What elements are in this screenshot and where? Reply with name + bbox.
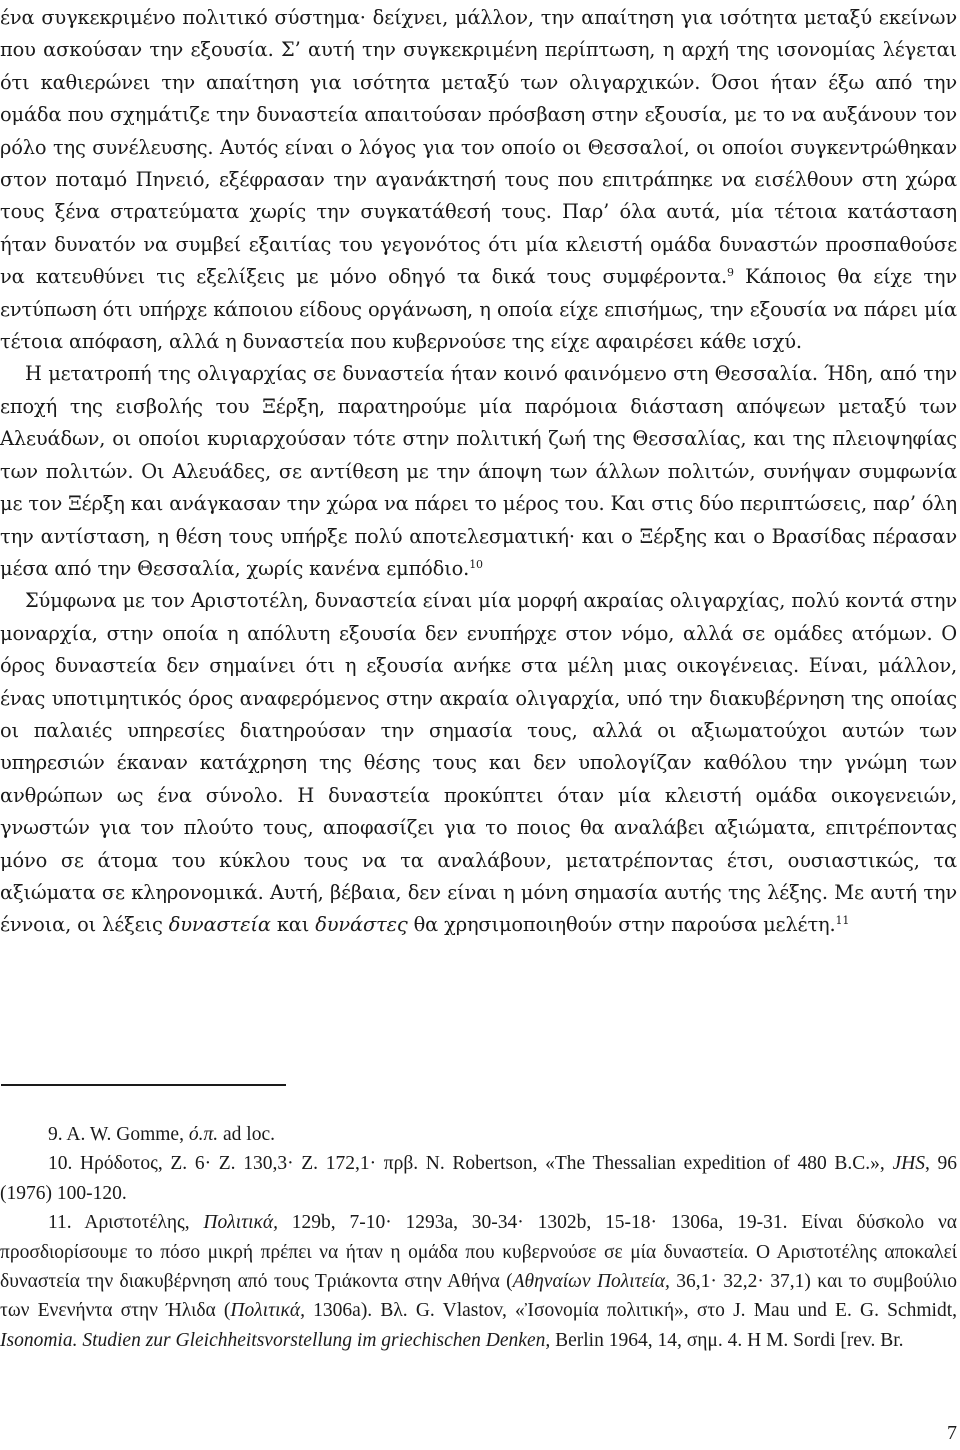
italic-term: Πολιτικά,	[203, 1212, 278, 1234]
footnote-text: ad loc.	[218, 1124, 275, 1145]
paragraph-text: και	[270, 913, 316, 937]
footnote-11	[0, 1208, 957, 1355]
main-text	[0, 2, 957, 942]
page-number: 7	[947, 1422, 957, 1444]
italic-term: δυναστεία	[168, 913, 271, 937]
paragraph-3	[0, 585, 957, 941]
paragraph-text: Η μετατροπή της ολιγαρχίας σε δυναστεία ήταν κοινό φαινόμενο στη Θεσσαλία. Ήδη, από την εποχή της εισβολής του Ξέρξη, παρατηρούμε μία παρόμοια διάσταση απόψεων μεταξύ των Αλευάδων, οι οποίοι κυριαρχούσαν τότε στην πολιτική ζωή της Θεσσαλίας, και της πλειοψηφίας των πολιτών. Οι Αλευάδες, σε αντίθεση με την άποψη των άλλων πολιτών, συνήψαν συμφωνία με τον Ξέρξη και ανάγκασαν την χώρα να πάρει το μέρος του. Και στις δύο περιπτώσεις, παρ’ όλη την αντίσταση, η θέση τους υπήρξε πολύ αποτελεσματική· και ο Ξέρξης και ο Βρασίδας πέρασαν μέσα από την Θεσσαλία, χωρίς κανένα εμπόδιο.	[0, 362, 957, 580]
footnote-text: 9. A. W. Gomme,	[48, 1124, 189, 1145]
footnote-text: 129b, 7-10· 1293a, 30-34· 1302b, 15-18· 1306a, 19-31. Είναι δύσκολο να προσδιορίσουμε το πόσο μικρή πρέπει να ήταν η ομάδα που κυβερνούσε σε μία δυναστεία. Ο Αριστοτέλης αποκαλεί δυναστεία την διακυβέρνηση από τους Τριάκοντα στην Αθήνα (	[0, 1212, 957, 1293]
footnote-10	[0, 1149, 957, 1208]
footnote-ref-11[interactable]: 11	[835, 914, 850, 928]
italic-term: Πολιτικά,	[230, 1300, 305, 1322]
paragraph-1	[0, 2, 957, 358]
italic-term: Αθηναίων Πολιτεία,	[512, 1271, 670, 1293]
footnote-ref-10[interactable]: 10	[469, 557, 483, 571]
footnotes	[0, 1120, 957, 1355]
italic-term: JHS	[892, 1153, 925, 1175]
footnote-text: 10. Ηρόδοτος, Ζ. 6· Ζ. 130,3· Ζ. 172,1· πρβ. N. Robertson, «The Thessalian expedition of 480 B.C.»,	[48, 1153, 893, 1175]
italic-term: Isonomia. Studien zur Gleichheitsvorstellung im griechischen Denken,	[0, 1329, 551, 1351]
paragraph-2	[0, 358, 957, 585]
footnote-text: 1306a). Βλ. G. Vlastov, «Ἰσονομία πολιτική», στο J. Mau und E. G. Schmidt,	[305, 1300, 957, 1322]
paragraph-text: Κάποιος θα είχε την εντύπωση ότι υπήρχε κάποιου είδους οργάνωση, η οποία είχε επισήμως, την εξουσία να πάρει μία τέτοια απόφαση, αλλά η δυναστεία που κυβερνούσε της είχε αφαιρέσει κάθε ισχύ.	[0, 265, 958, 354]
footnote-separator	[1, 1084, 286, 1086]
footnote-9	[0, 1120, 957, 1149]
footnote-text: , 96 (1976) 100-120.	[0, 1153, 957, 1204]
footnote-text: Berlin 1964, 14, σημ. 4. Η M. Sordi [rev. Br.	[550, 1329, 904, 1351]
paragraph-text: ένα συγκεκριμένο πολιτικό σύστημα· δείχνει, μάλλον, την απαίτηση για ισότητα μεταξύ εκείνων που ασκούσαν την εξουσία. Σ’ αυτή την συγκεκριμένη περίπτωση, η αρχή της ισονομίας λέγεται ότι καθιερώνει την απαίτηση για ισότητα μεταξύ των ολιγαρχικών. Όσοι ήταν έξω από την ομάδα που σχημάτιζε την δυναστεία απαιτούσαν πρόσβαση στην εξουσία, με το να αυξάνουν τον ρόλο της συνέλευσης. Αυτός είναι ο λόγος για τον οποίο οι Θεσσαλοί, οι οποίοι συγκεντρώθηκαν στον ποταμό Πηνειό, εξέφρασαν την αγανάκτησή τους που επιτράπηκε να εισέλθουν στη χώρα τους ξένα στρατεύματα χωρίς την συγκατάθεσή τους. Παρ’ όλα αυτά, μία τέτοια κατάσταση ήταν δυνατόν να συμβεί εξαιτίας του γεγονότος ότι μία κλειστή ομάδα δυναστών προσπαθούσε να κατευθύνει τις εξελίξεις με μόνο οδηγό τα δικά τους συμφέροντα.	[0, 6, 957, 289]
italic-term: ό.π.	[188, 1124, 219, 1145]
footnote-text: 11. Αριστοτέλης,	[48, 1212, 204, 1234]
paragraph-text: Σύμφωνα με τον Αριστοτέλη, δυναστεία είναι μία μορφή ακραίας ολιγαρχίας, πολύ κοντά στην μοναρχία, στην οποία η απόλυτη εξουσία δεν ενυπήρχε στον νόμο, αλλά σε ομάδες ατόμων. Ο όρος δυναστεία δεν σημαίνει ότι η εξουσία ανήκε στα μέλη μιας οικογένειας. Είναι, μάλλον, ένας υποτιμητικός όρος αναφερόμενος στην ακραία ολιγαρχία, υπό την διακυβέρνηση της οποίας οι παλαιές υπηρεσίες διατηρούσαν την σημασία τους, αλλά οι αξιωματούχοι αυτών των υπηρεσιών έκαναν κατάχρηση της θέσης τους και δεν υπολογίζαν καθόλου την γνώμη των ανθρώπων ως ένα σύνολο. Η δυναστεία προκύπτει όταν μία κλειστή ομάδα οικογενειών, γνωστών για τον πλούτο τους, αποφασίζει για το ποιος θα αναλάβει αξιώματα, επιτρέποντας μόνο σε άτομα του κύκλου τους να τα αναλάβουν, μετατρέποντας έτσι, ουσιαστικώς, τα αξιώματα σε κληρονομικά. Αυτή, βέβαια, δεν είναι η μόνη σημασία αυτής της λέξης. Με αυτή την έννοια, οι λέξεις	[0, 589, 957, 937]
footnote-text: 36,1· 32,2· 37,1) και το συμβούλιο των Ενενήντα στην Ήλιδα (	[0, 1271, 957, 1322]
footnote-ref-9[interactable]: 9	[726, 266, 734, 280]
paragraph-text: θα χρησιμοποιηθούν στην παρούσα μελέτη.	[407, 913, 836, 937]
italic-term: δυνάστες	[315, 913, 408, 937]
